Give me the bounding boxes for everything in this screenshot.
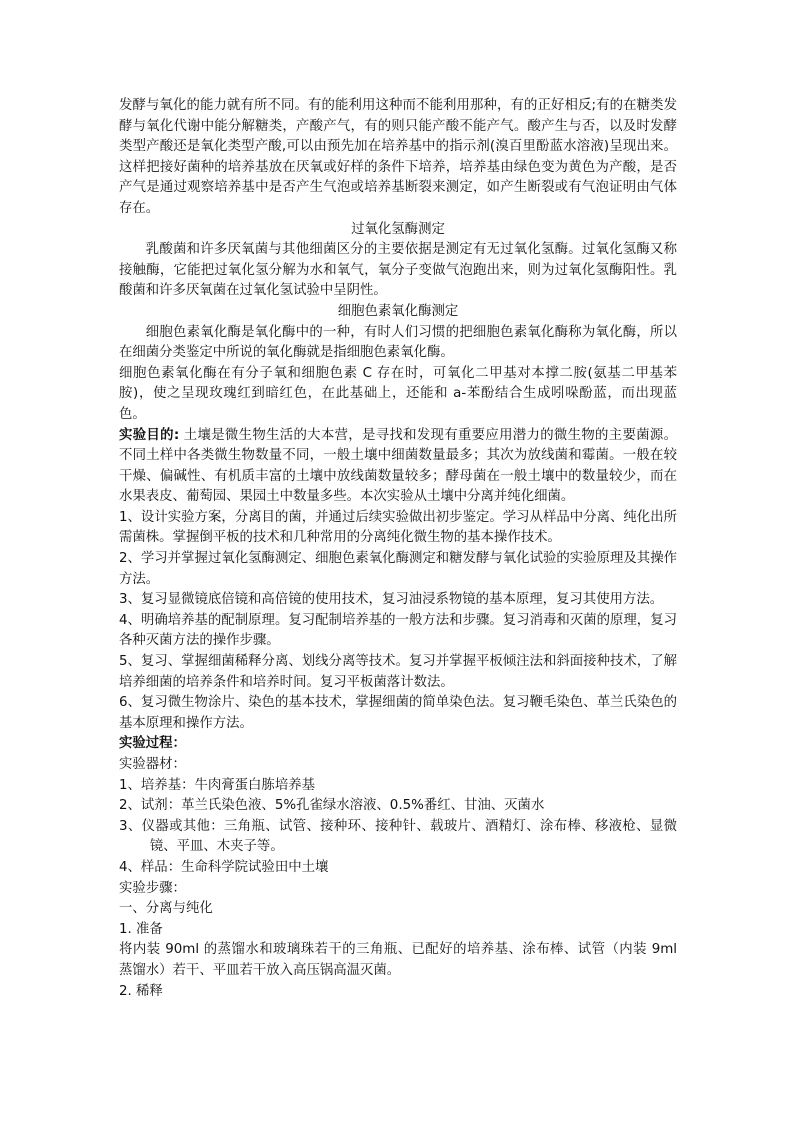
purpose-item-5: 5、复习、掌握细菌稀释分离、划线分离等技术。复习并掌握平板倾注法和斜面接种技术，了解培养细菌的培养条件和培养时间。复习平板菌落计数法。: [119, 654, 677, 690]
equipment-label: 实验器材：: [119, 757, 186, 772]
purpose-item-6: 6、复习微生物涂片、染色的基本技术，掌握细菌的简单染色法。复习鞭毛染色、革兰氏染色的基本原理和操作方法。: [119, 695, 677, 731]
catalase-heading: 过氧化氢酶测定: [351, 221, 445, 237]
step-2-label: 2. 稀释: [119, 983, 163, 999]
equipment-item-1: 1、培养基：牛肉膏蛋白胨培养基: [119, 777, 315, 793]
cytochrome-heading: 细胞色素氧化酶测定: [337, 303, 459, 319]
equipment-item-2: 2、试剂：革兰氏染色液、5%孔雀绿水溶液、0.5%番红、甘油、灭菌水: [119, 798, 545, 814]
process-label: 实验过程：: [119, 736, 186, 752]
purpose-paragraph: [119, 426, 677, 508]
purpose-item-2: 2、学习并掌握过氧化氢酶测定、细胞色素氧化酶测定和糖发酵与氧化试验的实验原理及其操作方法。: [119, 551, 677, 587]
purpose-text: 土壤是微生物生活的大本营，是寻找和发现有重要应用潜力的微生物的主要菌源。不同土样中各类微生物数量不同，一般土壤中细菌数量最多；其次为放线菌和霉菌。一般在较干燥、偏碱性、有机质丰富的土壤中放线菌数量较多；酵母菌在一般土壤中的数量较少，而在水果表皮、葡萄园、果园土中数量多些。本次实验从土壤中分离并纯化细菌。: [119, 427, 677, 505]
document-page: [119, 96, 677, 1002]
cytochrome-paragraph-2: 细胞色素氧化酶在有分子氧和细胞色素 C 存在时，可氧化二甲基对本撑二胺(氨基二甲基苯胺)，使之呈现玫瑰红到暗红色，在此基础上，还能和 a-苯酚结合生成吲哚酚蓝，而出现蓝色。: [119, 365, 677, 422]
equipment-item-3: 3、仪器或其他：三角瓶、试管、接种环、接种针、载玻片、酒精灯、涂布棒、移液枪、显微镜、平皿、木夹子等。: [119, 818, 677, 855]
steps-label: 实验步骤：: [119, 880, 186, 896]
purpose-item-1: 1、设计实验方案，分离目的菌，并通过后续实验做出初步鉴定。学习从样品中分离、纯化出所需菌株。掌握倒平板的技术和几种常用的分离纯化微生物的基本操作技术。: [119, 509, 677, 546]
step-1-text: 将内装 90ml 的蒸馏水和玻璃珠若干的三角瓶、已配好的培养基、涂布棒、试管（内装 9ml 蒸馏水）若干、平皿若干放入高压锅高温灭菌。: [119, 942, 677, 978]
purpose-item-4: 4、明确培养基的配制原理。复习配制培养基的一般方法和步骤。复习消毒和灭菌的原理，复习各种灭菌方法的操作步骤。: [119, 612, 677, 649]
purpose-item-3: 3、复习显微镜底倍镜和高倍镜的使用技术，复习油浸系物镜的基本原理，复习其使用方法。: [119, 592, 664, 608]
cytochrome-paragraph-1: 细胞色素氧化酶是氧化酶中的一种，有时人们习惯的把细胞色素氧化酶称为氧化酶，所以在细菌分类鉴定中所说的氧化酶就是指细胞色素氧化酶。: [119, 324, 677, 361]
catalase-paragraph: 乳酸菌和许多厌氧菌与其他细菌区分的主要依据是测定有无过氧化氢酶。过氧化氢酶又称接触酶，它能把过氧化氢分解为水和氧气，氧分子变做气泡跑出来，则为过氧化氢酶阳性。乳酸菌和许多厌氧菌在过氧化氢试验中呈阴性。: [119, 242, 677, 299]
equipment-item-4: 4、样品：生命科学院试验田中土壤: [119, 859, 329, 875]
intro-paragraph: 发酵与氧化的能力就有所不同。有的能利用这种而不能利用那种，有的正好相反;有的在糖类发酵与氧化代谢中能分解糖类，产酸产气，有的则只能产酸不能产气。酸产生与否，以及时发酵类型产酸还是氧化类型产酸,可以由预先加在培养基中的指示剂(溴百里酚蓝水溶液)呈现出来。这样把接好菌种的培养基放在厌氧或好样的条件下培养，培养基由绿色变为黄色为产酸，是否产气是通过观察培养基中是否产生气泡或培养基断裂来测定，如产生断裂或有气泡证明由气体存在。: [119, 98, 677, 216]
section-heading-1: 一、分离与纯化: [119, 901, 213, 917]
step-1-label: 1. 准备: [119, 921, 163, 937]
purpose-label: 实验目的:: [119, 427, 180, 443]
